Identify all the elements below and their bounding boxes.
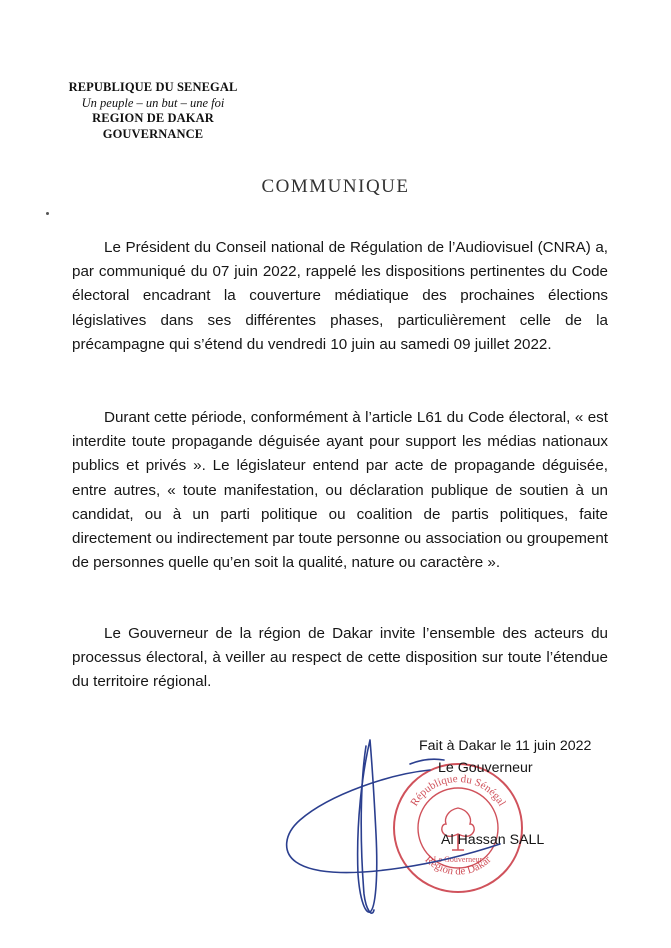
- place-date: Fait à Dakar le 11 juin 2022: [419, 738, 592, 754]
- signatory-name: Al Hassan SALL: [441, 832, 545, 848]
- paragraph-1: Le Président du Conseil national de Régulation de l’Audiovisuel (CNRA) a, par communiqué du 07 juin 2022, rappelé les dispositions pertinentes du Code électoral encadrant la couverture médiatique des prochaines élections législatives dans ses différentes phases, particulièrement celle de la précampagne qui s’étend du vendredi 10 juin au samedi 09 juillet 2022.: [72, 239, 608, 353]
- document-title: COMMUNIQUE: [261, 176, 410, 197]
- stamp-bottom-text: Région de Dakar: [422, 853, 494, 878]
- stamp-center-text: Le Gouverneur: [433, 855, 483, 864]
- paragraph-2: Durant cette période, conformément à l’article L61 du Code électoral, « est interdite toute propagande déguisée ayant pour support les médias nationaux publics et privés ». Le législateur entend par acte de propagande déguisée, entre autres, « toute manifestation, ou déclaration publique de soutien à un candidat, ou à un parti politique ou coalition de partis politiques, faite directement ou indirectement par toute personne ou association ou groupement de personnes quelle qu’en soit la qualité, nature ou caractère ».: [72, 409, 608, 572]
- signatory-role: Le Gouverneur: [438, 760, 533, 776]
- paper-speck: [46, 212, 49, 215]
- office-name: GOUVERNANCE: [102, 126, 204, 141]
- paragraph-3: Le Gouverneur de la région de Dakar invite l’ensemble des acteurs du processus électoral, à veiller au respect de cette disposition sur toute l’étendue du territoire régional.: [72, 625, 608, 691]
- letterhead: [58, 80, 248, 142]
- national-motto: Un peuple – un but – une foi: [81, 95, 225, 110]
- stamp-top-text: République du Sénégal: [408, 772, 508, 809]
- handwritten-signature-icon: [270, 734, 530, 934]
- country-name: REPUBLIQUE DU SENEGAL: [68, 80, 238, 94]
- region-name: REGION DE DAKAR: [92, 111, 214, 125]
